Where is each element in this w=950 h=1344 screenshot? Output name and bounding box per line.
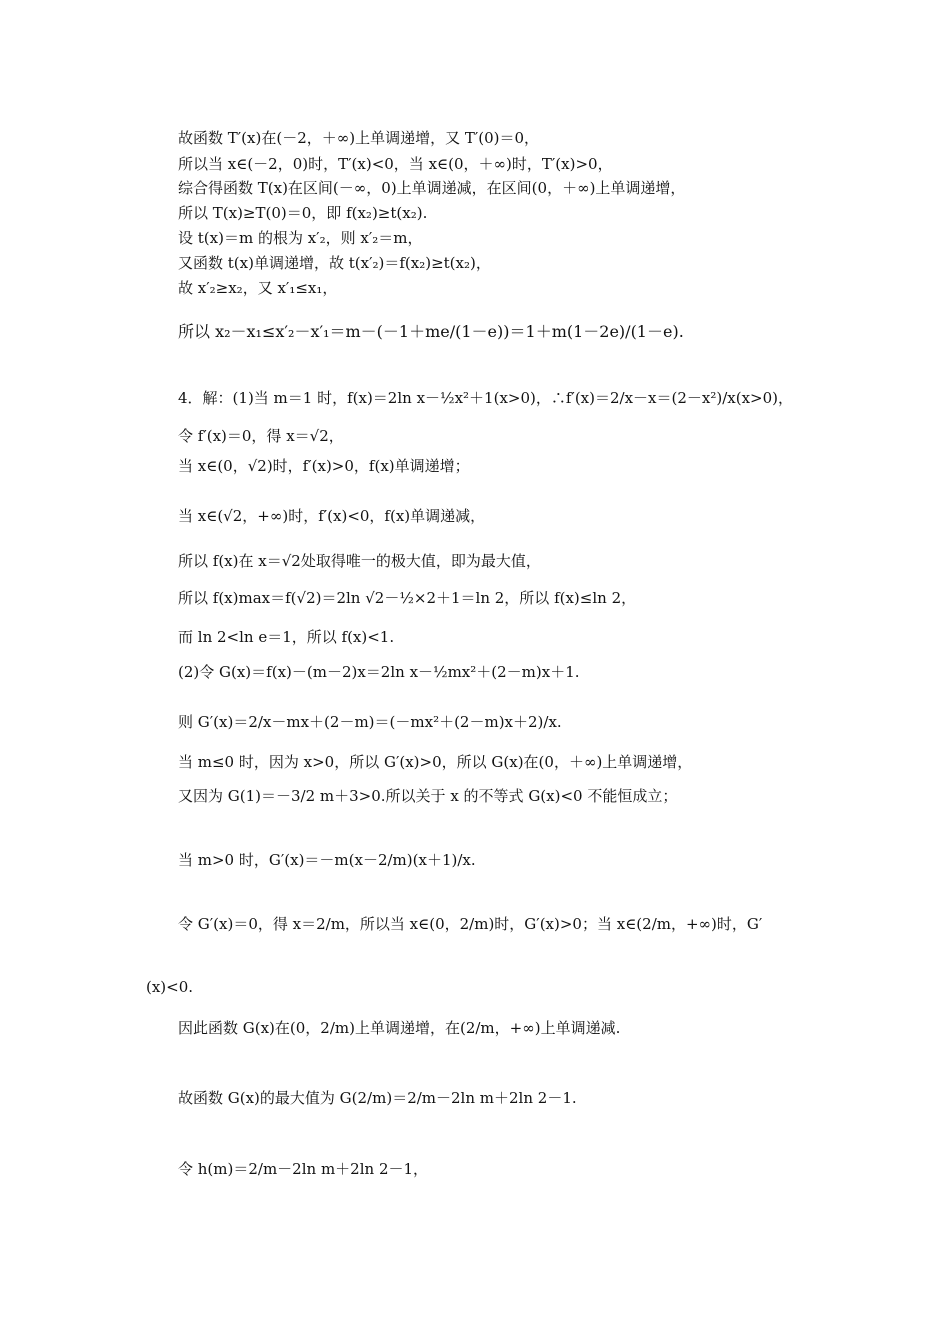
- formula-line: 所以 f(x)max＝f(√2)＝2ln √2－½×2＋1＝ln 2，所以 f(x)≤ln 2，: [178, 589, 637, 607]
- text-line: 所以当 x∈(－2，0)时，T′(x)<0，当 x∈(0，＋∞)时，T′(x)>0，: [178, 155, 613, 173]
- text-line: 故函数 T′(x)在(－2，＋∞)上单调递增，又 T′(0)＝0，: [178, 129, 540, 147]
- text-line: 当 x∈(0，√2)时，f′(x)>0，f(x)单调递增；: [178, 457, 470, 475]
- text-line: 而 ln 2<ln e＝1，所以 f(x)<1.: [178, 628, 395, 646]
- formula-line: 则 G′(x)＝2/x－mx＋(2－m)＝(－mx²＋(2－m)x＋2)/x.: [178, 713, 562, 731]
- text-line: 令 f′(x)＝0，得 x＝√2，: [178, 427, 344, 445]
- formula-line: 故函数 G(x)的最大值为 G(2/m)＝2/m－2ln m＋2ln 2－1.: [178, 1089, 577, 1107]
- formula-line: (2)令 G(x)＝f(x)－(m－2)x＝2ln x－½mx²＋(2－m)x＋1.: [178, 663, 580, 681]
- solution-heading-line: 4．解：(1)当 m＝1 时，f(x)＝2ln x－½x²＋1(x>0)，∴f′(x)＝2/x－x＝(2－x²)/x(x>0)，: [178, 389, 794, 407]
- text-line: 又函数 t(x)单调递增，故 t(x′₂)＝f(x₂)≥t(x₂)，: [178, 254, 491, 272]
- formula-line: 当 m>0 时，G′(x)＝－m(x－2/m)(x＋1)/x.: [178, 851, 476, 869]
- formula-line: 令 G′(x)＝0，得 x＝2/m，所以当 x∈(0，2/m)时，G′(x)>0；当 x∈(2/m，+∞)时，G′: [178, 915, 763, 933]
- formula-line: 因此函数 G(x)在(0，2/m)上单调递增，在(2/m，+∞)上单调递减.: [178, 1019, 621, 1037]
- text-line: 当 x∈(√2，+∞)时，f′(x)<0，f(x)单调递减，: [178, 507, 486, 525]
- text-line: 综合得函数 T(x)在区间(－∞，0)上单调递减，在区间(0，＋∞)上单调递增，: [178, 179, 686, 197]
- formula-line: 所以 x₂－x₁≤x′₂－x′₁＝m－(－1＋me/(1－e))＝1＋m(1－2e)/(1－e).: [178, 322, 684, 341]
- formula-line: 令 h(m)＝2/m－2ln m＋2ln 2－1，: [178, 1160, 429, 1178]
- text-line: (x)<0.: [146, 978, 194, 996]
- text-line: 又因为 G(1)＝－3/2 m＋3>0.所以关于 x 的不等式 G(x)<0 不能恒成立；: [178, 787, 678, 805]
- text-line: 设 t(x)＝m 的根为 x′₂，则 x′₂＝m，: [178, 229, 423, 247]
- text-line: 故 x′₂≥x₂，又 x′₁≤x₁，: [178, 279, 338, 297]
- text-line: 当 m≤0 时，因为 x>0，所以 G′(x)>0，所以 G(x)在(0，＋∞)上单调递增，: [178, 753, 693, 771]
- text-line: 所以 f(x)在 x＝√2处取得唯一的极大值，即为最大值，: [178, 552, 541, 570]
- text-line: 所以 T(x)≥T(0)＝0，即 f(x₂)≥t(x₂).: [178, 204, 428, 222]
